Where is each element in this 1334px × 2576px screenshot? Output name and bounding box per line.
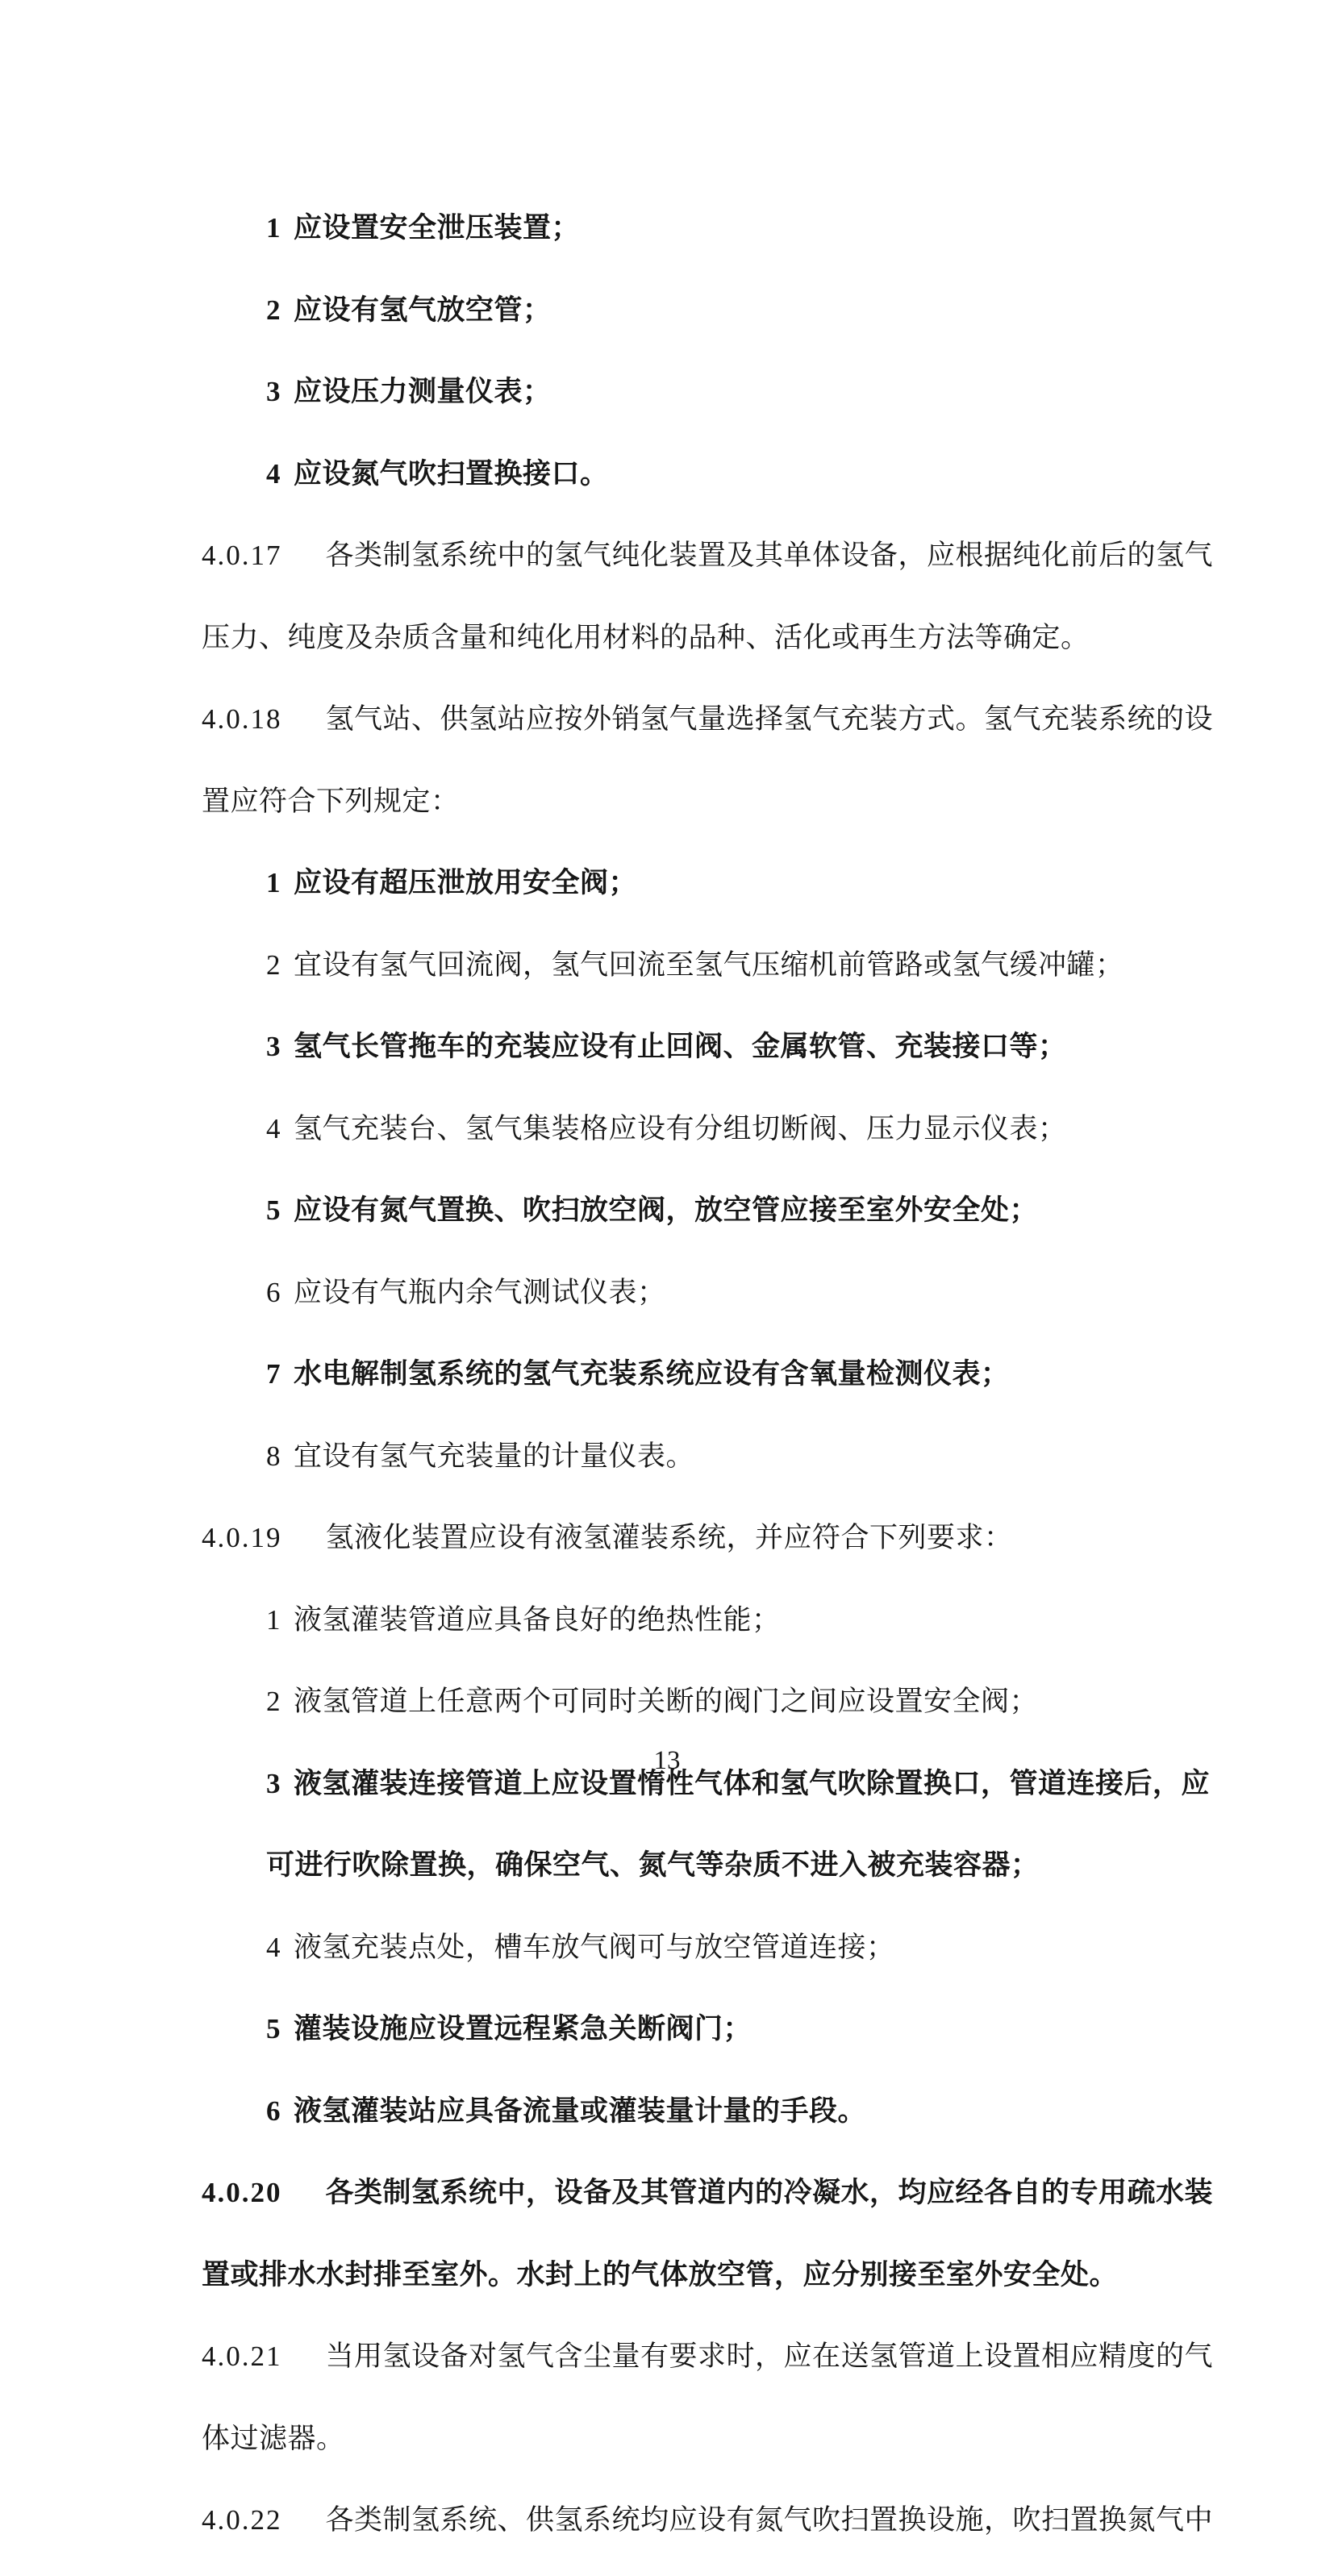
item-number: 8 (266, 1440, 281, 1472)
line-text: 应设置安全泄压装置； (294, 212, 581, 244)
text-line (202, 1184, 1137, 1238)
line-text: 置或排水水封排至室外。水封上的气体放空管，应分别接至室外安全处。 (202, 2258, 1119, 2290)
item-number: 4 (266, 1112, 281, 1144)
page-number: 13 (653, 1746, 681, 1775)
text-line (202, 2085, 1137, 2139)
text-line (202, 2330, 1214, 2384)
item-number: 3 (266, 1031, 281, 1062)
text-line (202, 1430, 1137, 1484)
line-text: 氢气充装台、氢气集装格应设有分组切断阀、压力显示仪表； (294, 1112, 1067, 1144)
text-line (202, 1921, 1137, 1975)
text-line (202, 1103, 1137, 1157)
line-text: 灌装设施应设置远程紧急关断阀门； (294, 2013, 752, 2045)
item-number: 3 (266, 376, 281, 407)
line-text: 各类制氢系统中的氢气纯化装置及其单体设备，应根据纯化前后的氢气 (325, 540, 1214, 571)
text-line (202, 448, 1137, 502)
item-number: 1 (266, 867, 281, 898)
text-line (202, 2003, 1137, 2057)
line-text: 当用氢设备对氢气含尘量有要求时，应在送氢管道上设置相应精度的气 (325, 2340, 1214, 2372)
text-line (202, 529, 1214, 583)
line-text: 置应符合下列规定： (202, 785, 460, 817)
document-body (202, 173, 1214, 2576)
text-line (202, 1266, 1137, 1320)
item-number: 1 (266, 212, 281, 244)
item-number: 2 (266, 294, 281, 326)
text-line (202, 857, 1137, 911)
text-line (202, 939, 1137, 993)
text-line (202, 1511, 1137, 1565)
text-line (202, 2412, 1137, 2466)
item-number: 2 (266, 948, 281, 981)
item-number: 6 (266, 2095, 281, 2127)
line-text: 水电解制氢系统的氢气充装系统应设有含氧量检测仪表； (294, 1358, 1010, 1390)
line-text: 液氢灌装连接管道上应设置惰性气体和氢气吹除置换口，管道连接后，应 (294, 1767, 1211, 1799)
text-line (202, 1348, 1137, 1402)
line-text: 液氢充装点处，槽车放气阀可与放空管道连接； (294, 1931, 895, 1963)
clause-number: 4.0.21 (202, 2340, 282, 2372)
line-text: 液氢灌装管道应具备良好的绝热性能； (294, 1603, 781, 1636)
line-text: 应设压力测量仪表； (294, 376, 552, 407)
clause-number: 4.0.17 (202, 540, 282, 571)
text-line (202, 202, 1137, 256)
item-number: 7 (266, 1358, 281, 1390)
item-number: 2 (266, 1686, 281, 1717)
item-number: 4 (266, 1931, 281, 1963)
line-text: 应设有超压泄放用安全阀； (294, 867, 638, 898)
item-number: 1 (266, 1603, 281, 1636)
clause-number: 4.0.18 (202, 703, 282, 735)
item-number: 5 (266, 2013, 281, 2045)
line-text: 氢气长管拖车的充装应设有止回阀、金属软管、充装接口等； (294, 1031, 1067, 1062)
line-text: 氢液化装置应设有液氢灌装系统，并应符合下列要求： (325, 1522, 1013, 1553)
text-line (202, 1020, 1137, 1074)
text-line (202, 1594, 1137, 1648)
text-line (202, 2166, 1214, 2220)
line-text: 可进行吹除置换，确保空气、氮气等杂质不进入被充装容器； (266, 1849, 1040, 1881)
line-text: 应设有氮气置换、吹扫放空阀，放空管应接至室外安全处； (294, 1194, 1039, 1226)
line-text: 液氢管道上任意两个可同时关断的阀门之间应设置安全阀； (294, 1686, 1039, 1717)
clause-number: 4.0.19 (202, 1522, 282, 1553)
text-line (202, 365, 1137, 419)
item-number: 3 (266, 1767, 281, 1799)
line-text: 液氢灌装站应具备流量或灌装量计量的手段。 (294, 2095, 867, 2127)
line-text: 各类制氢系统中，设备及其管道内的冷凝水，均应经各自的专用疏水装 (325, 2177, 1214, 2208)
text-line (202, 2494, 1214, 2548)
text-line (202, 693, 1214, 747)
line-text: 各类制氢系统、供氢系统均应设有氮气吹扫置换设施，吹扫置换氮气中 (325, 2504, 1214, 2536)
clause-number: 4.0.20 (202, 2177, 282, 2208)
clause-number: 4.0.22 (202, 2504, 282, 2536)
text-line (202, 2249, 1137, 2303)
line-text: 压力、纯度及杂质含量和纯化用材料的品种、活化或再生方法等确定。 (202, 621, 1090, 653)
text-line (202, 775, 1137, 829)
item-number: 5 (266, 1194, 281, 1226)
line-text: 应设有气瓶内余气测试仪表； (294, 1276, 666, 1308)
text-line (202, 1839, 1137, 1893)
text-line (202, 284, 1137, 338)
text-line (202, 1675, 1137, 1729)
item-number: 6 (266, 1276, 281, 1308)
item-number: 4 (266, 457, 281, 490)
text-line (202, 611, 1137, 665)
line-text: 宜设有氢气回流阀，氢气回流至氢气压缩机前管路或氢气缓冲罐； (294, 948, 1124, 981)
line-text: 体过滤器。 (202, 2422, 345, 2454)
line-text: 应设氮气吹扫置换接口。 (294, 457, 609, 490)
line-text: 氢气站、供氢站应按外销氢气量选择氢气充装方式。氢气充装系统的设 (325, 703, 1214, 735)
line-text: 宜设有氢气充装量的计量仪表。 (294, 1440, 695, 1472)
line-text: 应设有氢气放空管； (294, 294, 552, 326)
